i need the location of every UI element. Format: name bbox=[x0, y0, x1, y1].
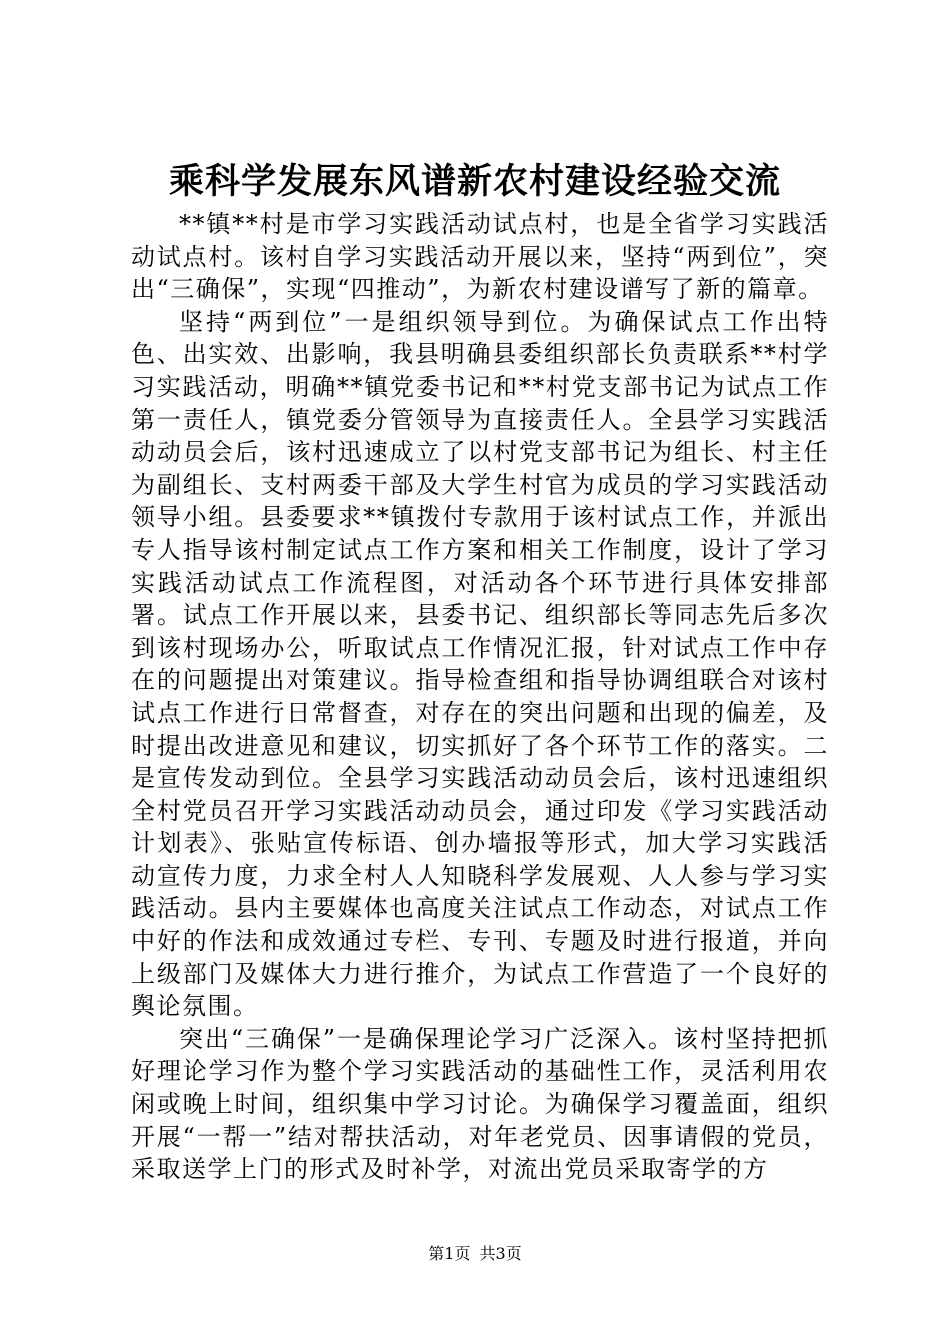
page-number: 第1页 bbox=[428, 1244, 471, 1263]
document-body bbox=[131, 208, 829, 1186]
paragraph-three-ensures: 突出“三确保”一是确保理论学习广泛深入。该村坚持把抓好理论学习作为整个学习实践活动的基础性工作，灵活利用农闲或晚上时间，组织集中学习讨论。为确保学习覆盖面，组织开展“一帮一”结对帮扶活动，对年老党员、因事请假的党员，采取送学上门的形式及时补学，对流出党员采取寄学的方 bbox=[131, 1024, 829, 1184]
paragraph-two-in-place: 坚持“两到位”一是组织领导到位。为确保试点工作出特色、出实效、出影响，我县明确县委组织部长负责联系**村学习实践活动，明确**镇党委书记和**村党支部书记为试点工作第一责任人，镇党委分管领导为直接责任人。全县学习实践活动动员会后，该村迅速成立了以村党支部书记为组长、村主任为副组长、支村两委干部及大学生村官为成员的学习实践活动领导小组。县委要求**镇拨付专款用于该村试点工作，并派出专人指导该村制定试点工作方案和相关工作制度，设计了学习实践活动试点工作流程图，对活动各个环节进行具体安排部署。试点工作开展以来，县委书记、组织部长等同志先后多次到该村现场办公，听取试点工作情况汇报，针对试点工作中存在的问题提出对策建议。指导检查组和指导协调组联合对该村试点工作进行日常督查，对存在的突出问题和出现的偏差，及时提出改进意见和建议，切实抓好了各个环节工作的落实。二是宣传发动到位。全县学习实践活动动员会后，该村迅速组织全村党员召开学习实践活动动员会，通过印发《学习实践活动计划表》、张贴宣传标语、创办墙报等形式，加大学习实践活动宣传力度，力求全村人人知晓科学发展观、人人参与学习实践活动。县内主要媒体也高度关注试点工作动态，对试点工作中好的作法和成效通过专栏、专刊、专题及时进行报道，并向上级部门及媒体大力进行推介，为试点工作营造了一个良好的舆论氛围。 bbox=[131, 307, 829, 1021]
document-title: 乘科学发展东风谱新农村建设经验交流 bbox=[168, 161, 781, 202]
page-footer bbox=[0, 1243, 950, 1265]
paragraph-intro: **镇**村是市学习实践活动试点村，也是全省学习实践活动试点村。该村自学习实践活动开展以来，坚持“两到位”，突出“三确保”，实现“四推动”，为新农村建设谱写了新的篇章。 bbox=[131, 210, 829, 304]
page-total: 共3页 bbox=[479, 1244, 522, 1263]
